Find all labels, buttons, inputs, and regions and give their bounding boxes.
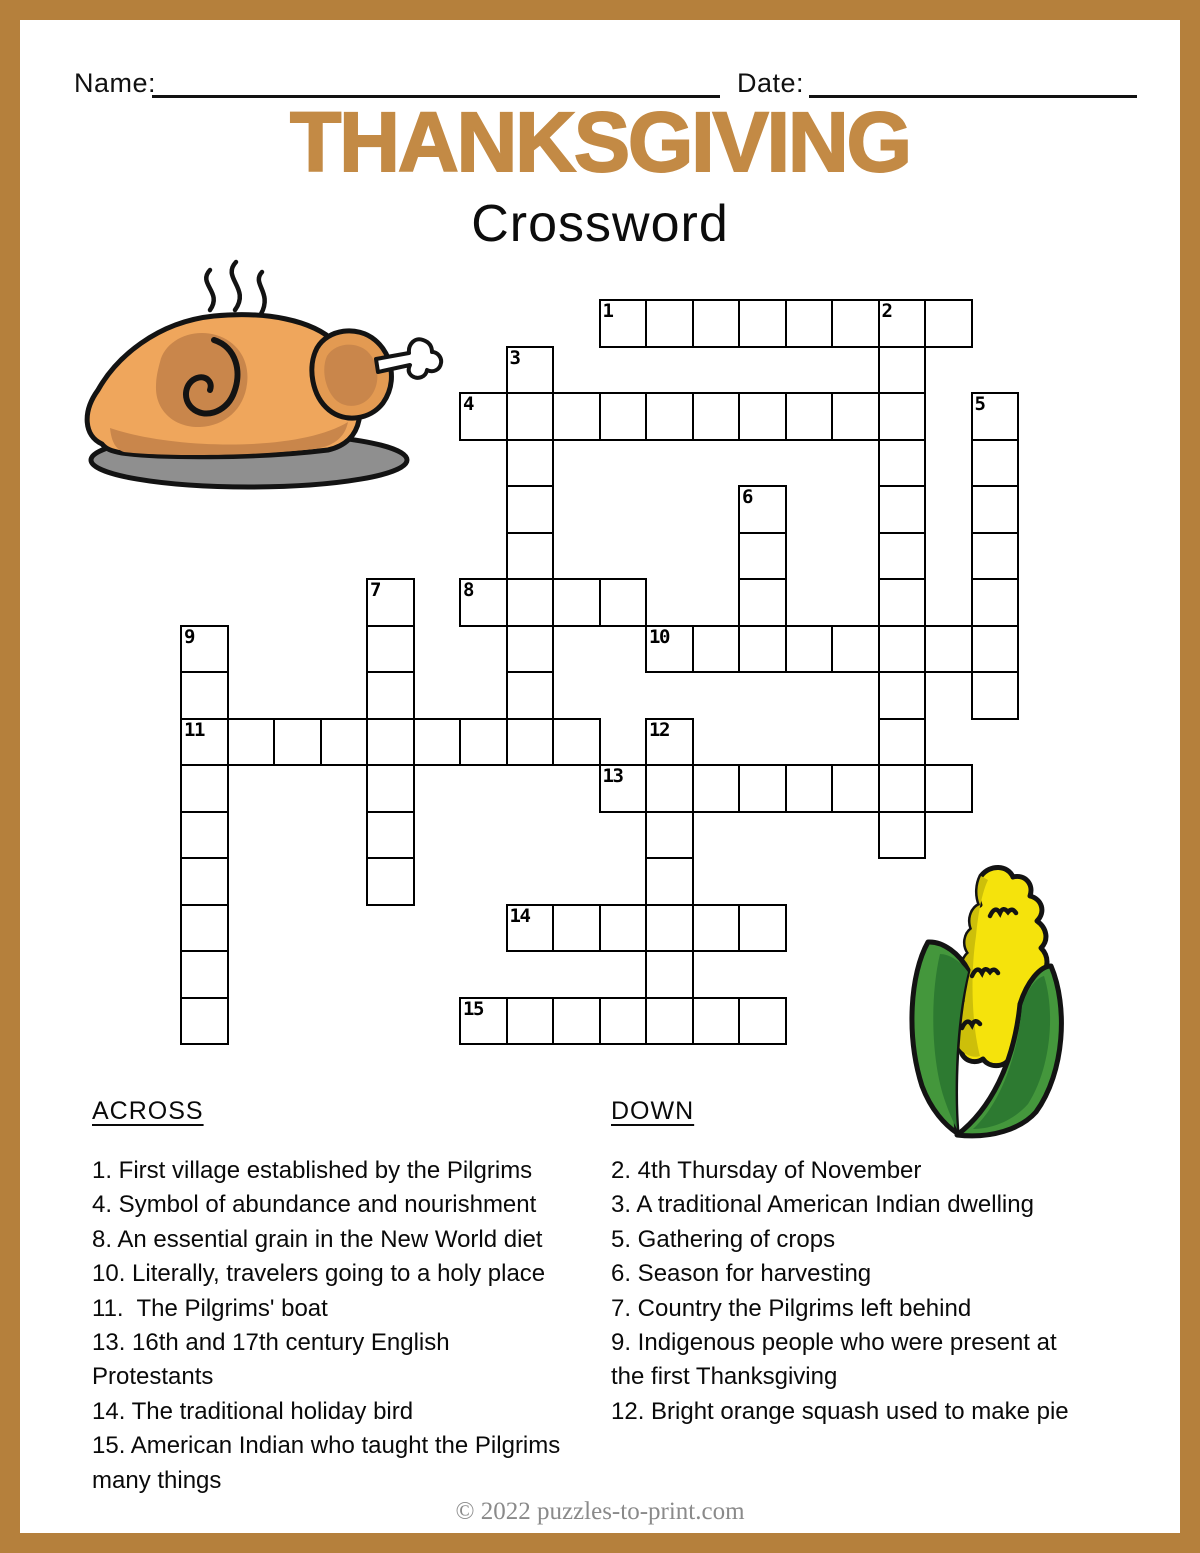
grid-cell[interactable]	[181, 905, 228, 952]
clue-number: 3	[509, 346, 520, 369]
clue-number: 8	[463, 579, 473, 601]
grid-cell[interactable]	[739, 579, 786, 626]
grid-cell[interactable]	[879, 393, 926, 440]
clue-line: 11. The Pilgrims' boat	[92, 1294, 328, 1322]
grid-cell[interactable]	[600, 393, 647, 440]
grid-cell[interactable]	[646, 998, 693, 1045]
grid-cell[interactable]	[879, 533, 926, 580]
grid-cell[interactable]	[600, 905, 647, 952]
name-label: Name:	[74, 68, 157, 98]
clue-line: 4. Symbol of abundance and nourishment	[92, 1191, 537, 1219]
steam-lines-icon	[206, 262, 264, 314]
clue-line: 13. 16th and 17th century English	[92, 1329, 450, 1357]
grid-cell[interactable]	[739, 300, 786, 347]
grid-cell[interactable]	[786, 626, 833, 673]
turkey-illustration	[64, 256, 444, 496]
grid-cell[interactable]	[972, 393, 1019, 440]
grid-cell[interactable]	[181, 812, 228, 859]
clue-number: 5	[974, 393, 985, 415]
clue-line: 12. Bright orange squash used to make pie	[611, 1397, 1069, 1425]
clue-line: 9. Indigenous people who were present at	[611, 1329, 1057, 1357]
clue-line: Protestants	[92, 1363, 214, 1391]
grid-cell[interactable]	[600, 765, 647, 812]
grid-cell[interactable]	[367, 812, 414, 859]
grid-cell[interactable]	[925, 626, 972, 673]
grid-cell[interactable]	[786, 393, 833, 440]
grid-cell[interactable]	[553, 719, 600, 766]
clue-line: 14. The traditional holiday bird	[92, 1397, 414, 1425]
page-subtitle: Crossword	[471, 195, 729, 253]
grid-cell[interactable]	[972, 533, 1019, 580]
grid-cell[interactable]	[693, 998, 740, 1045]
clue-number: 14	[509, 904, 530, 927]
clue-line: 2. 4th Thursday of November	[611, 1157, 922, 1184]
grid-cell[interactable]	[507, 672, 554, 719]
across-clue-list	[92, 1154, 560, 1498]
grid-cell[interactable]	[832, 626, 879, 673]
grid-cell[interactable]	[646, 812, 693, 859]
clue-line: many things	[92, 1466, 222, 1494]
grid-cell[interactable]	[414, 719, 461, 766]
grid-cell[interactable]	[507, 486, 554, 533]
down-clue-list	[611, 1154, 1069, 1429]
grid-cell[interactable]	[181, 626, 228, 673]
grid-cell[interactable]	[181, 765, 228, 812]
page-title: THANKSGIVING	[289, 95, 911, 189]
grid-cell[interactable]	[228, 719, 275, 766]
clue-line: 5. Gathering of crops	[611, 1225, 836, 1253]
corn-illustration	[898, 856, 1073, 1146]
clue-line: 7. Country the Pilgrims left behind	[611, 1294, 972, 1322]
clue-number: 1	[602, 300, 613, 322]
grid-cell[interactable]	[460, 719, 507, 766]
grid-cell[interactable]	[507, 998, 554, 1045]
grid-cell[interactable]	[972, 579, 1019, 626]
clue-line: 15. American Indian who taught the Pilgrims	[92, 1432, 561, 1460]
clue-number: 7	[370, 579, 380, 601]
grid-cell[interactable]	[646, 765, 693, 812]
grid-cell[interactable]	[832, 300, 879, 347]
grid-cell[interactable]	[739, 626, 786, 673]
clue-line: 10. Literally, travelers going to a holy place	[92, 1260, 546, 1288]
grid-cell[interactable]	[600, 579, 647, 626]
grid-cell[interactable]	[553, 579, 600, 626]
grid-cell[interactable]	[646, 951, 693, 998]
grid-cell[interactable]	[925, 765, 972, 812]
grid-cell[interactable]	[367, 672, 414, 719]
grid-cell[interactable]	[181, 951, 228, 998]
grid-cell[interactable]	[739, 533, 786, 580]
grid-cell[interactable]	[879, 626, 926, 673]
across-heading: ACROSS	[92, 1097, 204, 1125]
clue-number: 13	[602, 765, 623, 787]
grid-cell[interactable]	[693, 393, 740, 440]
grid-cell[interactable]	[832, 765, 879, 812]
grid-cell[interactable]	[460, 393, 507, 440]
grid-cell[interactable]	[181, 998, 228, 1045]
down-heading: DOWN	[611, 1097, 695, 1125]
grid-cell[interactable]	[600, 300, 647, 347]
grid-cell[interactable]	[925, 300, 972, 347]
grid-cell[interactable]	[879, 765, 926, 812]
grid-cell[interactable]	[507, 347, 554, 394]
clue-number: 12	[649, 718, 669, 741]
drumstick-bone	[376, 339, 441, 377]
grid-cell[interactable]	[507, 579, 554, 626]
grid-cell[interactable]	[693, 765, 740, 812]
grid-cell[interactable]	[832, 393, 879, 440]
grid-cell[interactable]	[181, 719, 228, 766]
grid-cell[interactable]	[739, 486, 786, 533]
grid-cell[interactable]	[553, 393, 600, 440]
grid-cell[interactable]	[646, 300, 693, 347]
grid-cell[interactable]	[693, 905, 740, 952]
grid-cell[interactable]	[507, 905, 554, 952]
clue-number: 4	[463, 393, 473, 415]
grid-cell[interactable]	[181, 672, 228, 719]
grid-cell[interactable]	[879, 440, 926, 487]
grid-cell[interactable]	[646, 393, 693, 440]
grid-cell[interactable]	[321, 719, 368, 766]
grid-cell[interactable]	[553, 998, 600, 1045]
grid-cell[interactable]	[693, 626, 740, 673]
grid-cell[interactable]	[646, 905, 693, 952]
grid-cell[interactable]	[972, 672, 1019, 719]
grid-cell[interactable]	[739, 998, 786, 1045]
grid-cell[interactable]	[507, 393, 554, 440]
clue-line: the first Thanksgiving	[611, 1363, 838, 1391]
grid-cell[interactable]	[600, 998, 647, 1045]
clue-number: 11	[184, 718, 204, 741]
grid-cell[interactable]	[507, 533, 554, 580]
clue-number: 9	[184, 625, 194, 648]
grid-cell[interactable]	[460, 579, 507, 626]
grid-cell[interactable]	[693, 300, 740, 347]
grid-cell[interactable]	[646, 858, 693, 905]
grid-cell[interactable]	[367, 719, 414, 766]
clue-number: 15	[463, 997, 483, 1020]
clue-line: 6. Season for harvesting	[611, 1260, 872, 1288]
grid-cell[interactable]	[460, 998, 507, 1045]
clue-line: 8. An essential grain in the New World diet	[92, 1225, 543, 1253]
date-label: Date:	[737, 68, 805, 98]
grid-cell[interactable]	[879, 812, 926, 859]
grid-cell[interactable]	[879, 579, 926, 626]
grid-cell[interactable]	[367, 858, 414, 905]
clue-line: 3. A traditional American Indian dwelling	[611, 1191, 1034, 1219]
grid-cell[interactable]	[879, 719, 926, 766]
grid-cell[interactable]	[786, 300, 833, 347]
clue-line: 1. First village established by the Pilgrims	[92, 1157, 533, 1184]
grid-cell[interactable]	[553, 905, 600, 952]
grid-cell[interactable]	[646, 719, 693, 766]
grid-cell[interactable]	[879, 300, 926, 347]
grid-cell[interactable]	[507, 440, 554, 487]
grid-cell[interactable]	[367, 626, 414, 673]
grid-cell[interactable]	[507, 719, 554, 766]
grid-cell[interactable]	[274, 719, 321, 766]
grid-cell[interactable]	[367, 579, 414, 626]
grid-cell[interactable]	[786, 765, 833, 812]
grid-cell[interactable]	[181, 858, 228, 905]
copyright-text: © 2022 puzzles-to-print.com	[455, 1498, 745, 1525]
grid-cell[interactable]	[879, 672, 926, 719]
grid-cell[interactable]	[972, 626, 1019, 673]
grid-cell[interactable]	[972, 486, 1019, 533]
clue-number: 6	[742, 486, 752, 508]
grid-cell[interactable]	[879, 486, 926, 533]
grid-cell[interactable]	[972, 440, 1019, 487]
grid-cell[interactable]	[739, 393, 786, 440]
grid-cell[interactable]	[507, 626, 554, 673]
clue-number: 10	[649, 625, 669, 648]
grid-cell[interactable]	[646, 626, 693, 673]
clue-number: 2	[881, 300, 892, 322]
grid-cell[interactable]	[879, 347, 926, 394]
grid-cell[interactable]	[739, 905, 786, 952]
grid-cell[interactable]	[739, 765, 786, 812]
grid-cell[interactable]	[367, 765, 414, 812]
